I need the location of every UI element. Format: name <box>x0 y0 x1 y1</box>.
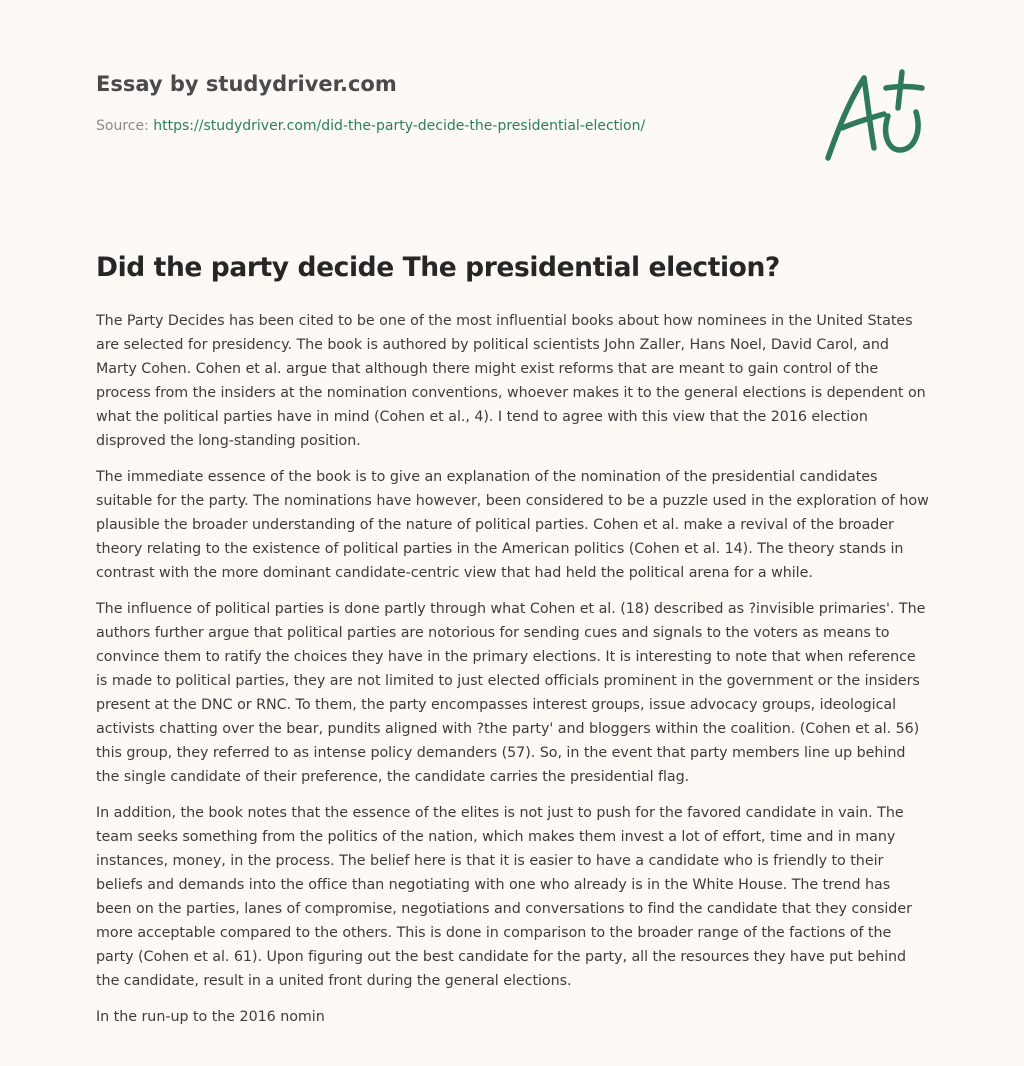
document-title: Did the party decide The presidential election? <box>96 252 780 283</box>
paragraph-5: In the run-up to the 2016 nomin <box>96 1009 325 1025</box>
page-header <box>96 72 796 134</box>
paragraph-2: The immediate essence of the book is to give an explanation of the nomination of the presidential candidates suitable for the party. The nominations have however, been considered to be a puzzle used in the exploration of how plausible the broader understanding of the nature of political parties. Cohen et al. make a revival of the broader theory relating to the existence of political parties in the American politics (Cohen et al. 14). The theory stands in contrast with the more dominant candidate-centric view that had held the political arena for a while. <box>96 469 929 581</box>
source-label: Source: <box>96 118 149 134</box>
source-link[interactable]: https://studydriver.com/did-the-party-decide-the-presidential-election/ <box>153 118 646 134</box>
paragraph-1: The Party Decides has been cited to be one of the most influential books about how nominees in the United States are selected for presidency. The book is authored by political scientists John Zaller, Hans Noel, David Carol, and Marty Cohen. Cohen et al. argue that although there might exist reforms that are meant to gain control of the process from the insiders at the nomination conventions, whoever makes it to the general elections is dependent on what the political parties have in mind (Cohen et al., 4). I tend to agree with this view that the 2016 election disproved the long-standing position. <box>96 313 926 449</box>
document-body <box>96 252 930 1041</box>
site-title: Essay by studydriver.com <box>96 72 397 96</box>
source-line <box>96 118 796 134</box>
paragraph-3: The influence of political parties is done partly through what Cohen et al. (18) described as ?invisible primaries'. The authors further argue that political parties are notorious for sending cues and signals to the voters as means to convince them to ratify the choices they have in the primary elections. It is interesting to note that when reference is made to political parties, they are not limited to just elected officials prominent in the government or the insiders present at the DNC or RNC. To them, the party encompasses interest groups, issue advocacy groups, ideological activists chatting over the bear, pundits aligned with ?the party' and bloggers within the coalition. (Cohen et al. 56) this group, they referred to as intense policy demanders (57). So, in the event that party members line up behind the single candidate of their preference, the candidate carries the presidential flag. <box>96 601 926 785</box>
a-plus-logo-icon <box>818 64 928 168</box>
paragraph-4: In addition, the book notes that the essence of the elites is not just to push for the favored candidate in vain. The team seeks something from the politics of the nation, which makes them invest a lot of effort, time and in many instances, money, in the process. The belief here is that it is easier to have a candidate who is friendly to their beliefs and demands into the office than negotiating with one who already is in the White House. The trend has been on the parties, lanes of compromise, negotiations and conversations to find the candidate that they consider more acceptable compared to the others. This is done in comparison to the broader range of the factions of the party (Cohen et al. 61). Upon figuring out the best candidate for the party, all the resources they have put behind the candidate, result in a united front during the general elections. <box>96 805 912 989</box>
